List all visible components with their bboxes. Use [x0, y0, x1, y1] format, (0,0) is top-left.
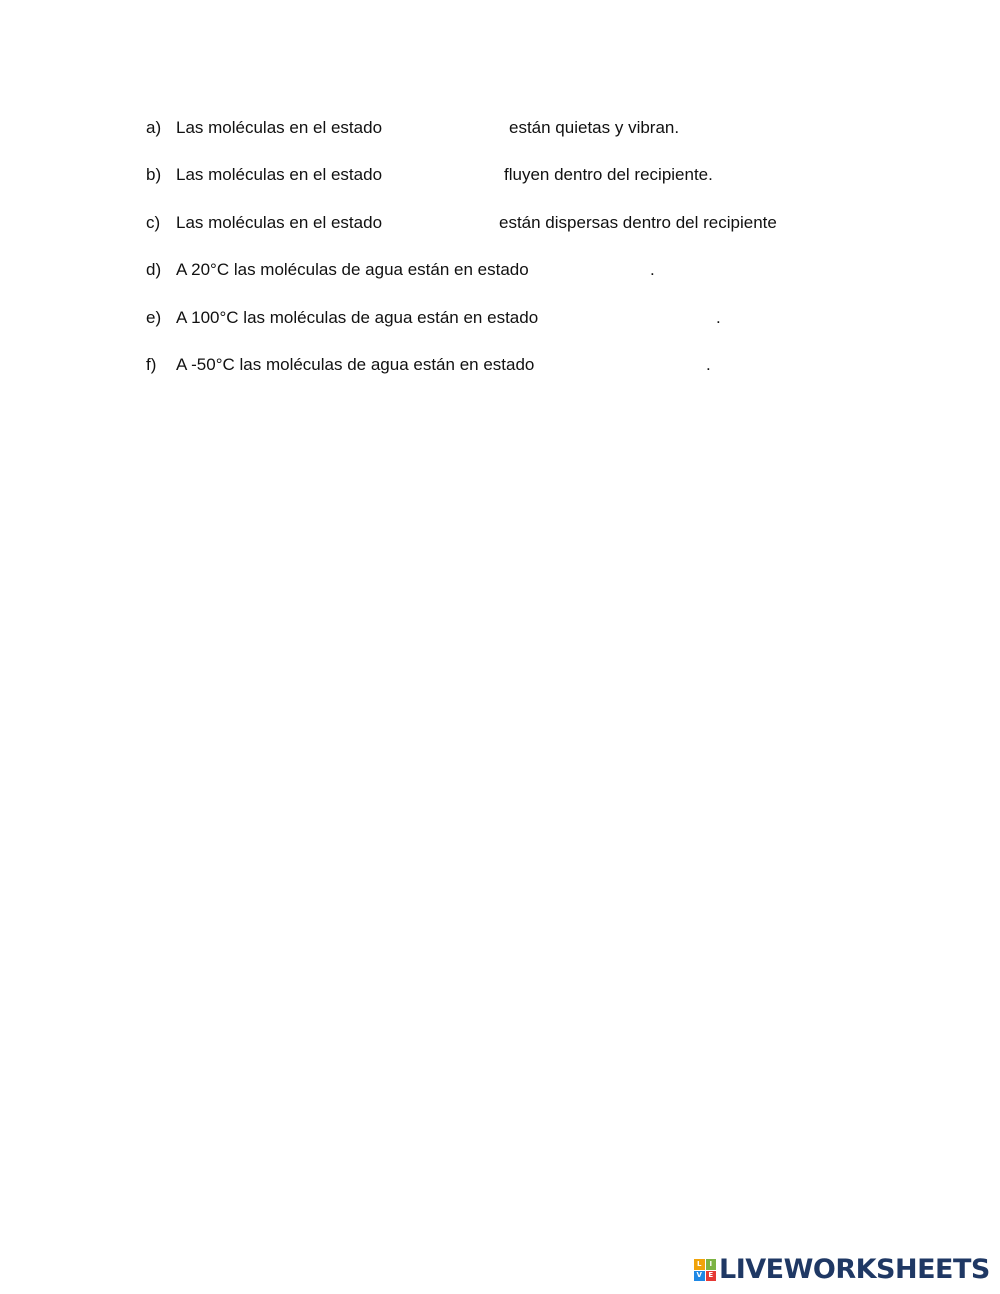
question-text-before: A 20°C las moléculas de agua están en estado: [176, 260, 529, 279]
answer-blank-b[interactable]: [403, 165, 498, 185]
question-marker: d): [146, 260, 162, 279]
answer-blank-f[interactable]: [562, 355, 702, 375]
question-text-before: A -50°C las moléculas de agua están en estado: [176, 355, 535, 374]
question-text-after: fluyen dentro del recipiente.: [504, 165, 713, 184]
logo-grid-icon: [694, 1259, 716, 1281]
brand-name: LIVEWORKSHEETS: [719, 1254, 990, 1285]
question-marker: f): [146, 355, 157, 374]
logo-letter: V: [694, 1271, 705, 1282]
question-text-before: A 100°C las moléculas de agua están en estado: [176, 308, 539, 327]
question-text-after: .: [716, 308, 721, 327]
question-text-before: Las moléculas en el estado: [176, 165, 383, 184]
logo-letter: I: [706, 1259, 717, 1270]
logo-letter: E: [706, 1271, 717, 1282]
question-text-after: .: [706, 355, 711, 374]
question-marker: b): [146, 165, 162, 184]
question-text-after: .: [650, 260, 655, 279]
question-marker: e): [146, 308, 162, 327]
answer-blank-e[interactable]: [566, 308, 711, 328]
answer-blank-c[interactable]: [398, 213, 493, 233]
question-text-after: están quietas y vibran.: [509, 118, 680, 137]
question-text-before: Las moléculas en el estado: [176, 118, 383, 137]
question-text-after: están dispersas dentro del recipiente: [499, 213, 777, 232]
question-marker: c): [146, 213, 161, 232]
question-marker: a): [146, 118, 162, 137]
logo-letter: L: [694, 1259, 705, 1270]
answer-blank-d[interactable]: [556, 260, 646, 280]
question-text-before: Las moléculas en el estado: [176, 213, 383, 232]
liveworksheets-logo: [694, 1254, 990, 1286]
answer-blank-a[interactable]: [398, 118, 503, 138]
